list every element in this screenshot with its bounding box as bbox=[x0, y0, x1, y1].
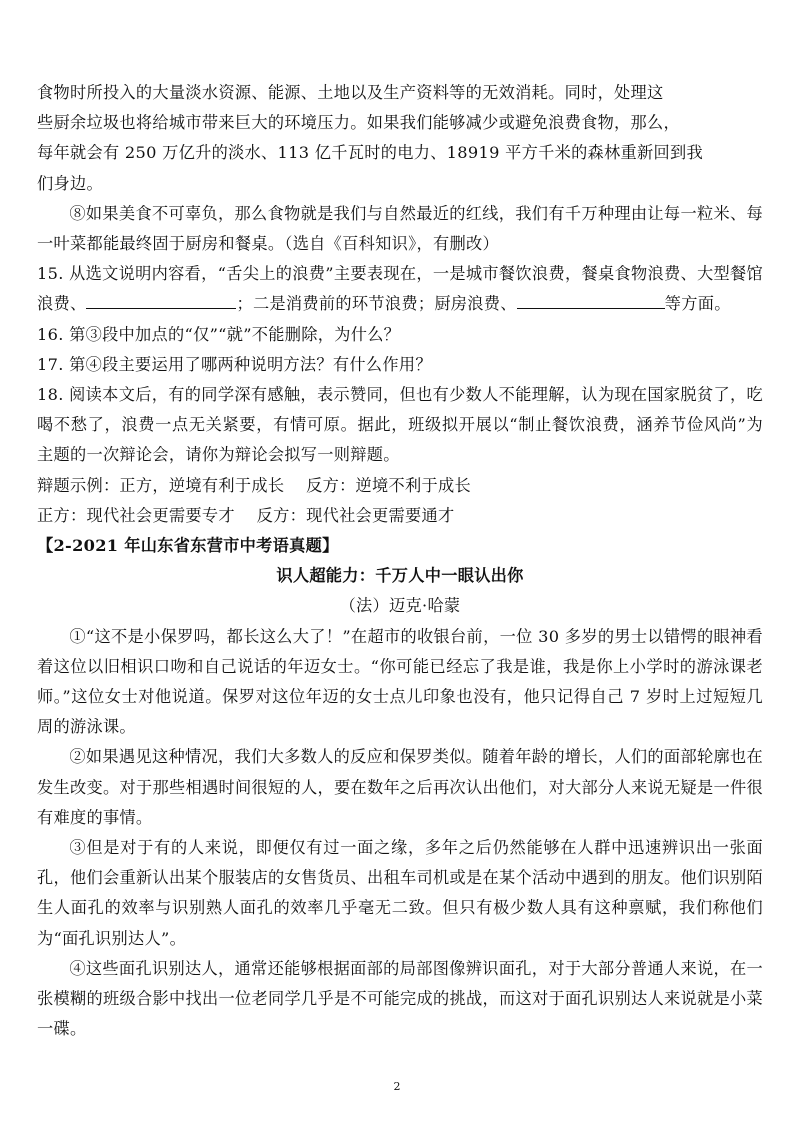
question-16: 16. 第③段中加点的“仅”“就”不能删除，为什么？ bbox=[37, 324, 401, 344]
article-paragraph-4: ④这些面孔识别达人，通常还能够根据面部的局部图像辨识面孔，对于大部分普通人来说，在一张模糊的班级合影中找出一位老同学几乎是不可能完成的挑战，而这对于面孔识别达人来说就是小菜一碟。 bbox=[37, 958, 763, 1039]
q15-text-1: 15. 从选文说明内容看，“舌尖上的浪费”主要表现在，一是城市餐饮浪费，餐桌食物浪费、大型餐馆浪费、 bbox=[37, 264, 763, 314]
continuation-line-3: 每年就会有 250 万亿升的淡水、113 亿千瓦时的电力、18919 平方千米的森林重新回到我 bbox=[37, 143, 703, 163]
answer-blank-2[interactable] bbox=[517, 290, 665, 309]
article-paragraph-3: ③但是对于有的人来说，即便仅有过一面之缘，多年之后仍然能够在人群中迅速辨识出一张面孔，他们会重新认出某个服装店的女售货员、出租车司机或是在某个活动中遇到的朋友。他们识别陌生人面孔的效率与识别熟人面孔的效率几乎毫无二致。但只有极少数人具有这种禀赋，我们称他们为“面孔识别达人”。 bbox=[37, 838, 763, 948]
article-paragraph-1: ①“这不是小保罗吗，都长这么大了！”在超市的收银台前，一位 30 多岁的男士以错愕的眼神看着这位以旧相识口吻和自己说话的年迈女士。“你可能已经忘了我是谁，我是你上小学时的游泳课老师。”这位女士对他说道。保罗对这位年迈的女士点儿印象也没有，他只记得自己 7 岁时上过短短几周的游泳课。 bbox=[37, 626, 763, 737]
answer-blank-1[interactable] bbox=[86, 290, 236, 309]
article-paragraph-2: ②如果遇见这种情况，我们大多数人的反应和保罗类似。随着年龄的增长，人们的面部轮廓也在发生改变。对于那些相遇时间很短的人，要在数年之后再次认出他们，对大部分人来说无疑是一件很有难度的事情。 bbox=[37, 747, 763, 827]
debate-example-1: 辩题示例：正方，逆境有利于成长 反方：逆境不利于成长 bbox=[37, 475, 471, 495]
continuation-line-4: 们身边。 bbox=[37, 173, 103, 193]
debate-example-2: 正方：现代社会更需要专才 反方：现代社会更需要通才 bbox=[37, 505, 455, 525]
article-author: （法）迈克·哈蒙 bbox=[339, 596, 461, 616]
paragraph-8: ⑧如果美食不可辜负，那么食物就是我们与自然最近的红线，我们有千万种理由让每一粒米、每一叶菜都能最终固于厨房和餐桌。（选自《百科知识》，有删改） bbox=[37, 203, 763, 254]
page-content bbox=[37, 78, 763, 1045]
section-header: 【2-2021 年山东省东营市中考语真题】 bbox=[37, 536, 339, 556]
question-15 bbox=[37, 259, 763, 319]
continuation-line-1: 食物时所投入的大量淡水资源、能源、土地以及生产资料等的无效消耗。同时，处理这 bbox=[37, 83, 664, 102]
question-17: 17. 第④段主要运用了哪两种说明方法？有什么作用？ bbox=[37, 354, 432, 374]
article-title: 识人超能力：千万人中一眼认出你 bbox=[276, 566, 524, 586]
page-number: 2 bbox=[393, 1080, 401, 1093]
continuation-line-2: 些厨余垃圾也将给城市带来巨大的环境压力。如果我们能够减少或避免浪费食物，那么， bbox=[37, 113, 681, 133]
q15-text-2: ；二是消费前的环节浪费；厨房浪费、 bbox=[236, 294, 517, 314]
question-18: 18. 阅读本文后，有的同学深有感触，表示赞同，但也有少数人不能理解，认为现在国家脱贫了，吃喝不愁了，浪费一点无关紧要，有情可原。据此，班级拟开展以“制止餐饮浪费，涵养节俭风尚”为主题的一次辩论会，请你为辩论会拟写一则辩题。 bbox=[37, 385, 763, 465]
q15-text-3: 等方面。 bbox=[664, 294, 731, 314]
